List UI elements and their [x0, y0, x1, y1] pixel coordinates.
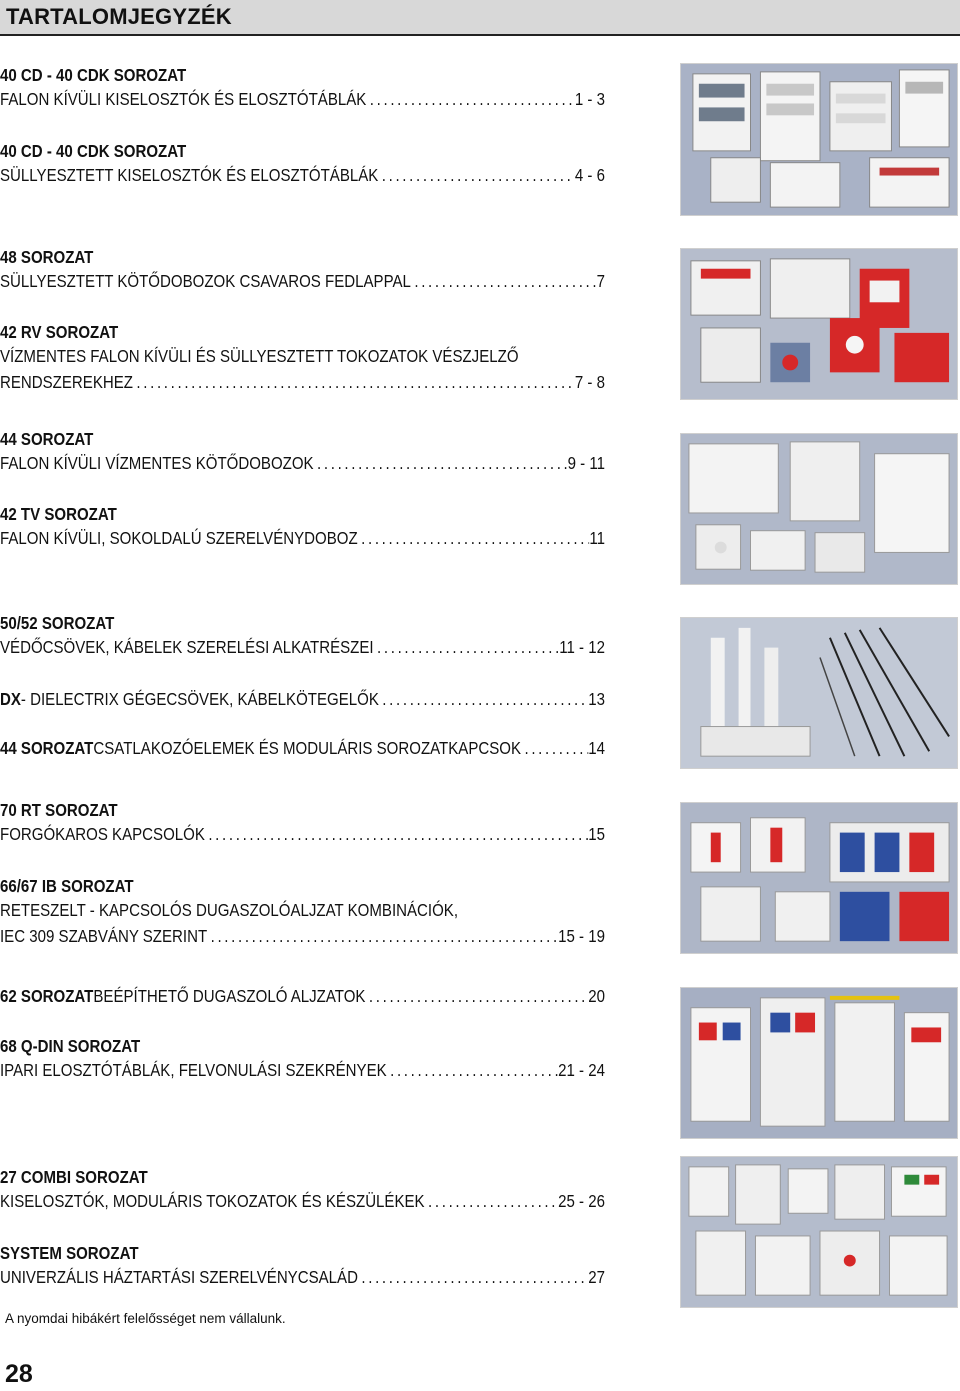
toc-leader-dots [370, 88, 575, 110]
toc-entry-title-line: VÍZMENTES FALON KÍVÜLI ÉS SÜLLYESZTETT TOKOZATOK VÉSZJELZŐ [0, 346, 519, 366]
toc-entry-title: FALON KÍVÜLI KISELOSZTÓK ÉS ELOSZTÓTÁBLÁK [0, 89, 367, 109]
toc-series-heading: 50/52 SOROZAT [0, 613, 115, 633]
toc-page-ref: 14 [588, 738, 605, 758]
product-photo-industrial-panels [680, 987, 958, 1139]
toc-page-ref: 15 [588, 824, 605, 844]
toc-entry [0, 452, 605, 474]
toc-entry-title: FORGÓKAROS KAPCSOLÓK [0, 824, 205, 844]
toc-page-ref: 25 - 26 [558, 1191, 605, 1211]
toc-series-inline: DX [0, 689, 21, 709]
toc-leader-dots [369, 985, 588, 1007]
disclaimer-note: A nyomdai hibákért felelősséget nem vállalunk. [5, 1311, 286, 1326]
toc-series-heading: 40 CD - 40 CDK SOROZAT [0, 65, 187, 85]
toc-leader-dots [136, 371, 574, 393]
toc-entry [0, 88, 605, 110]
toc-leader-dots [361, 1266, 588, 1288]
toc-entry [0, 925, 605, 947]
toc-page-ref: 20 [588, 986, 605, 1006]
toc-entry [0, 636, 605, 658]
toc-entry [0, 1266, 605, 1288]
toc-entry-title: SÜLLYESZTETT KISELOSZTÓK ÉS ELOSZTÓTÁBLÁK [0, 165, 379, 185]
product-photo-conduits-cable-ties [680, 617, 958, 769]
toc-series-heading: 42 RV SOROZAT [0, 322, 119, 342]
page-title: TARTALOMJEGYZÉK [6, 4, 232, 29]
toc-leader-dots [428, 1190, 558, 1212]
product-photo-combi-system [680, 1156, 958, 1308]
toc-page-ref: 13 [588, 689, 605, 709]
page-number: 28 [5, 1360, 33, 1388]
toc-entry-title: - DIELECTRIX GÉGECSÖVEK, KÁBELKÖTEGELŐK [20, 689, 379, 709]
toc-leader-dots [377, 636, 559, 658]
toc-entry-title: CSATLAKOZÓELEMEK ÉS MODULÁRIS SOROZATKAPCSOK [93, 738, 522, 758]
toc-entry-title: FALON KÍVÜLI VÍZMENTES KÖTŐDOBOZOK [0, 453, 314, 473]
toc-entry-title-line: RETESZELT - KAPCSOLÓS DUGASZOLÓALJZAT KOMBINÁCIÓK, [0, 900, 459, 920]
toc-entry-title: BEÉPÍTHETŐ DUGASZOLÓ ALJZATOK [93, 986, 366, 1006]
toc-series-heading: 42 TV SOROZAT [0, 504, 117, 524]
toc-entry-title: SÜLLYESZTETT KÖTŐDOBOZOK CSAVAROS FEDLAPPAL [0, 271, 411, 291]
toc-series-heading: 27 COMBI SOROZAT [0, 1167, 148, 1187]
toc-series-heading: 44 SOROZAT [0, 429, 94, 449]
toc-entry-title: IPARI ELOSZTÓTÁBLÁK, FELVONULÁSI SZEKRÉNYEK [0, 1060, 387, 1080]
toc-series-heading: SYSTEM SOROZAT [0, 1243, 139, 1263]
toc-page-ref: 7 [596, 271, 605, 291]
toc-series-heading: 40 CD - 40 CDK SOROZAT [0, 141, 187, 161]
toc-entry [0, 270, 605, 292]
toc-page-ref: 4 - 6 [574, 165, 605, 185]
toc-series-heading: 68 Q-DIN SOROZAT [0, 1036, 141, 1056]
toc-page-ref: 27 [588, 1267, 605, 1287]
toc-series-heading: 66/67 IB SOROZAT [0, 876, 134, 896]
toc-entry-title: FALON KÍVÜLI, SOKOLDALÚ SZERELVÉNYDOBOZ [0, 528, 358, 548]
toc-leader-dots [390, 1059, 558, 1081]
header-rule [0, 34, 960, 36]
product-photo-distribution-boards [680, 63, 958, 216]
toc-entry [0, 985, 605, 1007]
toc-entry-title: IEC 309 SZABVÁNY SZERINT [0, 926, 208, 946]
toc-series-inline: 44 SOROZAT [0, 738, 94, 758]
toc-leader-dots [382, 688, 588, 710]
toc-leader-dots [211, 925, 559, 947]
toc-entry [0, 737, 605, 759]
toc-leader-dots [317, 452, 568, 474]
toc-page-ref: 15 - 19 [558, 926, 605, 946]
toc-leader-dots [208, 823, 588, 845]
toc-entry-title: VÉDŐCSÖVEK, KÁBELEK SZERELÉSI ALKATRÉSZEI [0, 637, 374, 657]
toc-entry [0, 371, 605, 393]
toc-series-heading: 70 RT SOROZAT [0, 800, 118, 820]
toc-entry-title: UNIVERZÁLIS HÁZTARTÁSI SZERELVÉNYCSALÁD [0, 1267, 358, 1287]
toc-page-ref: 21 - 24 [558, 1060, 605, 1080]
product-photo-junction-boxes-alarm [680, 248, 958, 400]
toc-entry [0, 823, 605, 845]
product-photo-rotary-switches-sockets [680, 802, 958, 954]
toc-page-ref: 9 - 11 [567, 453, 605, 473]
toc-series-inline: 62 SOROZAT [0, 986, 94, 1006]
toc-page-ref: 11 - 12 [559, 637, 605, 657]
toc-entry [0, 1190, 605, 1212]
toc-entry [0, 688, 605, 710]
toc-series-heading: 48 SOROZAT [0, 247, 94, 267]
toc-leader-dots [382, 164, 575, 186]
toc-entry [0, 164, 605, 186]
toc-entry-title: RENDSZEREKHEZ [0, 372, 133, 392]
toc-page-ref: 1 - 3 [574, 89, 605, 109]
product-photo-waterproof-boxes [680, 433, 958, 585]
toc-page-ref: 11 [589, 528, 605, 548]
toc-leader-dots [524, 737, 588, 759]
toc-leader-dots [361, 527, 589, 549]
toc-entry-title: KISELOSZTÓK, MODULÁRIS TOKOZATOK ÉS KÉSZÜLÉKEK [0, 1191, 425, 1211]
toc-page-ref: 7 - 8 [574, 372, 605, 392]
toc-leader-dots [414, 270, 596, 292]
toc-entry [0, 527, 605, 549]
toc-entry [0, 1059, 605, 1081]
